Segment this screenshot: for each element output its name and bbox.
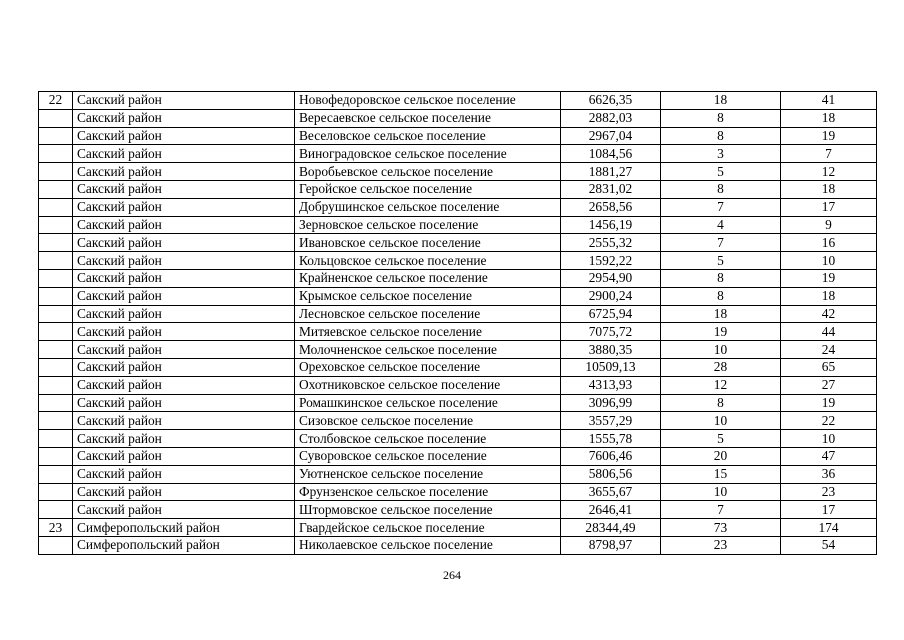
settlement-cell: Сизовское сельское поселение — [295, 412, 561, 430]
district-cell: Сакский район — [73, 252, 295, 270]
settlement-cell: Митяевское сельское поселение — [295, 323, 561, 341]
settlement-cell: Геройское сельское поселение — [295, 180, 561, 198]
value-a-cell: 19 — [661, 323, 781, 341]
district-cell: Сакский район — [73, 447, 295, 465]
table-row — [39, 92, 877, 110]
value-b-cell: 65 — [781, 358, 877, 376]
value-a-cell: 7 — [661, 234, 781, 252]
value-b-cell: 22 — [781, 412, 877, 430]
area-cell: 7075,72 — [561, 323, 661, 341]
value-a-cell: 7 — [661, 501, 781, 519]
district-cell: Сакский район — [73, 216, 295, 234]
value-b-cell: 23 — [781, 483, 877, 501]
value-b-cell: 12 — [781, 163, 877, 181]
value-a-cell: 3 — [661, 145, 781, 163]
row-number-cell: 22 — [39, 92, 73, 110]
district-cell: Сакский район — [73, 430, 295, 448]
value-a-cell: 5 — [661, 163, 781, 181]
area-cell: 2831,02 — [561, 180, 661, 198]
settlement-cell: Николаевское сельское поселение — [295, 536, 561, 554]
table-row — [39, 430, 877, 448]
area-cell: 28344,49 — [561, 519, 661, 537]
row-number-cell — [39, 216, 73, 234]
area-cell: 6725,94 — [561, 305, 661, 323]
settlements-table — [38, 91, 877, 555]
settlement-cell: Крымское сельское поселение — [295, 287, 561, 305]
table-row — [39, 536, 877, 554]
value-b-cell: 19 — [781, 394, 877, 412]
row-number-cell — [39, 376, 73, 394]
district-cell: Сакский район — [73, 412, 295, 430]
district-cell: Сакский район — [73, 501, 295, 519]
table-row — [39, 376, 877, 394]
row-number-cell — [39, 127, 73, 145]
table-row — [39, 163, 877, 181]
district-cell: Сакский район — [73, 180, 295, 198]
value-a-cell: 8 — [661, 180, 781, 198]
settlement-cell: Лесновское сельское поселение — [295, 305, 561, 323]
district-cell: Симферопольский район — [73, 536, 295, 554]
value-b-cell: 44 — [781, 323, 877, 341]
district-cell: Сакский район — [73, 341, 295, 359]
value-a-cell: 5 — [661, 252, 781, 270]
table-row — [39, 287, 877, 305]
area-cell: 3096,99 — [561, 394, 661, 412]
value-a-cell: 73 — [661, 519, 781, 537]
row-number-cell — [39, 305, 73, 323]
row-number-cell — [39, 430, 73, 448]
settlement-cell: Виноградовское сельское поселение — [295, 145, 561, 163]
district-cell: Сакский район — [73, 163, 295, 181]
value-b-cell: 47 — [781, 447, 877, 465]
table-row — [39, 501, 877, 519]
value-b-cell: 36 — [781, 465, 877, 483]
area-cell: 1456,19 — [561, 216, 661, 234]
page-number: 264 — [443, 568, 461, 582]
row-number-cell — [39, 447, 73, 465]
value-b-cell: 16 — [781, 234, 877, 252]
table-row — [39, 109, 877, 127]
value-a-cell: 8 — [661, 394, 781, 412]
row-number-cell — [39, 465, 73, 483]
district-cell: Сакский район — [73, 234, 295, 252]
settlement-cell: Крайненское сельское поселение — [295, 269, 561, 287]
settlement-cell: Веселовское сельское поселение — [295, 127, 561, 145]
area-cell: 1592,22 — [561, 252, 661, 270]
table-row — [39, 127, 877, 145]
settlement-cell: Молочненское сельское поселение — [295, 341, 561, 359]
settlement-cell: Зерновское сельское поселение — [295, 216, 561, 234]
value-b-cell: 17 — [781, 501, 877, 519]
row-number-cell — [39, 341, 73, 359]
district-cell: Сакский район — [73, 269, 295, 287]
area-cell: 10509,13 — [561, 358, 661, 376]
area-cell: 3557,29 — [561, 412, 661, 430]
table-row — [39, 145, 877, 163]
district-cell: Сакский район — [73, 465, 295, 483]
settlement-cell: Штормовское сельское поселение — [295, 501, 561, 519]
area-cell: 5806,56 — [561, 465, 661, 483]
area-cell: 1881,27 — [561, 163, 661, 181]
district-cell: Сакский район — [73, 376, 295, 394]
value-b-cell: 27 — [781, 376, 877, 394]
value-b-cell: 10 — [781, 252, 877, 270]
value-b-cell: 10 — [781, 430, 877, 448]
value-b-cell: 42 — [781, 305, 877, 323]
district-cell: Сакский район — [73, 127, 295, 145]
settlement-cell: Суворовское сельское поселение — [295, 447, 561, 465]
area-cell: 6626,35 — [561, 92, 661, 110]
settlement-cell: Ореховское сельское поселение — [295, 358, 561, 376]
settlement-cell: Ивановское сельское поселение — [295, 234, 561, 252]
row-number-cell: 23 — [39, 519, 73, 537]
row-number-cell — [39, 536, 73, 554]
district-cell: Сакский район — [73, 198, 295, 216]
value-a-cell: 8 — [661, 109, 781, 127]
area-cell: 2967,04 — [561, 127, 661, 145]
value-a-cell: 8 — [661, 127, 781, 145]
district-cell: Сакский район — [73, 358, 295, 376]
value-a-cell: 8 — [661, 287, 781, 305]
table-row — [39, 305, 877, 323]
row-number-cell — [39, 198, 73, 216]
settlement-cell: Добрушинское сельское поселение — [295, 198, 561, 216]
row-number-cell — [39, 412, 73, 430]
value-b-cell: 54 — [781, 536, 877, 554]
row-number-cell — [39, 234, 73, 252]
row-number-cell — [39, 358, 73, 376]
settlement-cell: Новофедоровское сельское поселение — [295, 92, 561, 110]
value-a-cell: 28 — [661, 358, 781, 376]
district-cell: Сакский район — [73, 323, 295, 341]
settlement-cell: Ромашкинское сельское поселение — [295, 394, 561, 412]
area-cell: 2658,56 — [561, 198, 661, 216]
row-number-cell — [39, 252, 73, 270]
value-a-cell: 10 — [661, 483, 781, 501]
row-number-cell — [39, 269, 73, 287]
value-a-cell: 18 — [661, 305, 781, 323]
table-row — [39, 341, 877, 359]
row-number-cell — [39, 323, 73, 341]
table-row — [39, 465, 877, 483]
settlement-cell: Воробьевское сельское поселение — [295, 163, 561, 181]
value-b-cell: 19 — [781, 127, 877, 145]
value-a-cell: 8 — [661, 269, 781, 287]
settlement-cell: Охотниковское сельское поселение — [295, 376, 561, 394]
table-row — [39, 519, 877, 537]
table-row — [39, 447, 877, 465]
district-cell: Сакский район — [73, 92, 295, 110]
value-a-cell: 4 — [661, 216, 781, 234]
table-row — [39, 252, 877, 270]
area-cell: 2882,03 — [561, 109, 661, 127]
table-row — [39, 412, 877, 430]
value-b-cell: 19 — [781, 269, 877, 287]
value-b-cell: 18 — [781, 109, 877, 127]
value-b-cell: 174 — [781, 519, 877, 537]
value-a-cell: 12 — [661, 376, 781, 394]
settlement-cell: Гвардейское сельское поселение — [295, 519, 561, 537]
value-a-cell: 20 — [661, 447, 781, 465]
table-row — [39, 216, 877, 234]
value-a-cell: 10 — [661, 412, 781, 430]
settlement-cell: Вересаевское сельское поселение — [295, 109, 561, 127]
value-a-cell: 15 — [661, 465, 781, 483]
table-row — [39, 198, 877, 216]
table-row — [39, 180, 877, 198]
district-cell: Сакский район — [73, 287, 295, 305]
value-b-cell: 7 — [781, 145, 877, 163]
row-number-cell — [39, 180, 73, 198]
district-cell: Сакский район — [73, 109, 295, 127]
value-a-cell: 5 — [661, 430, 781, 448]
table-row — [39, 394, 877, 412]
area-cell: 8798,97 — [561, 536, 661, 554]
settlement-cell: Уютненское сельское поселение — [295, 465, 561, 483]
row-number-cell — [39, 394, 73, 412]
table-row — [39, 483, 877, 501]
district-cell: Симферопольский район — [73, 519, 295, 537]
district-cell: Сакский район — [73, 145, 295, 163]
settlement-cell: Фрунзенское сельское поселение — [295, 483, 561, 501]
row-number-cell — [39, 109, 73, 127]
table-row — [39, 323, 877, 341]
area-cell: 2646,41 — [561, 501, 661, 519]
area-cell: 1555,78 — [561, 430, 661, 448]
value-b-cell: 17 — [781, 198, 877, 216]
value-b-cell: 18 — [781, 287, 877, 305]
area-cell: 7606,46 — [561, 447, 661, 465]
value-b-cell: 9 — [781, 216, 877, 234]
row-number-cell — [39, 287, 73, 305]
table-row — [39, 234, 877, 252]
area-cell: 1084,56 — [561, 145, 661, 163]
settlement-cell: Столбовское сельское поселение — [295, 430, 561, 448]
row-number-cell — [39, 145, 73, 163]
district-cell: Сакский район — [73, 305, 295, 323]
area-cell: 3880,35 — [561, 341, 661, 359]
row-number-cell — [39, 163, 73, 181]
value-a-cell: 18 — [661, 92, 781, 110]
area-cell: 2900,24 — [561, 287, 661, 305]
area-cell: 2954,90 — [561, 269, 661, 287]
district-cell: Сакский район — [73, 483, 295, 501]
value-b-cell: 24 — [781, 341, 877, 359]
district-cell: Сакский район — [73, 394, 295, 412]
value-a-cell: 7 — [661, 198, 781, 216]
area-cell: 4313,93 — [561, 376, 661, 394]
value-b-cell: 41 — [781, 92, 877, 110]
settlements-table-body — [39, 92, 877, 555]
settlement-cell: Кольцовское сельское поселение — [295, 252, 561, 270]
value-b-cell: 18 — [781, 180, 877, 198]
row-number-cell — [39, 483, 73, 501]
table-row — [39, 269, 877, 287]
value-a-cell: 23 — [661, 536, 781, 554]
area-cell: 3655,67 — [561, 483, 661, 501]
area-cell: 2555,32 — [561, 234, 661, 252]
value-a-cell: 10 — [661, 341, 781, 359]
table-row — [39, 358, 877, 376]
row-number-cell — [39, 501, 73, 519]
